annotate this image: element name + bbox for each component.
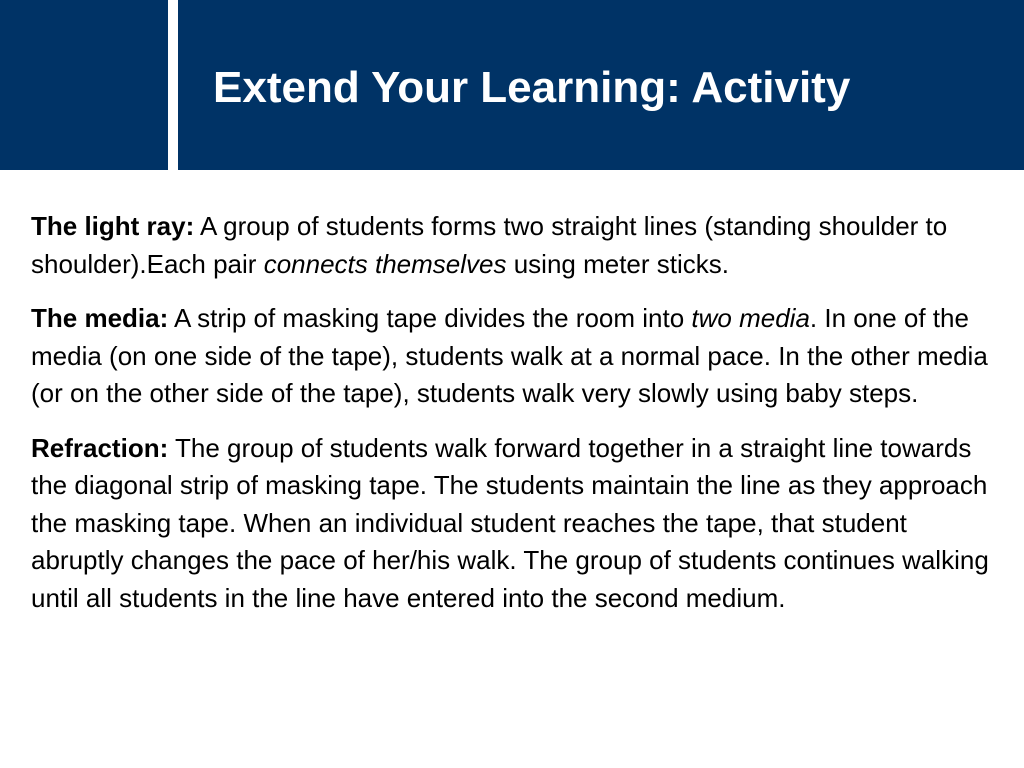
paragraph-label: The media:	[31, 303, 169, 333]
paragraph-label: The light ray:	[31, 211, 195, 241]
paragraph-text: using meter sticks.	[506, 248, 729, 279]
title-banner	[0, 0, 1024, 170]
slide-title: Extend Your Learning: Activity	[213, 63, 851, 112]
banner-divider	[168, 0, 178, 170]
paragraph-label: Refraction:	[31, 432, 169, 463]
paragraph-text: A group of students forms two straight lines (standing shoulder to shoulder).Each pair	[31, 211, 948, 279]
paragraph-emphasis: two media	[691, 303, 810, 333]
paragraph-emphasis: connects themselves	[263, 248, 507, 279]
paragraph-text: A strip of masking tape divides the room into	[168, 303, 692, 333]
paragraph-refraction	[31, 430, 1006, 618]
slide-body	[31, 208, 1006, 634]
paragraph-text: The group of students walk forward together in a straight line towards the diagonal strip of masking tape. The students maintain the line as they approach the masking tape. When an individual student reaches the tape, that student abruptly changes the pace of her/his walk. The group of students continues walking until all students in the line have entered into the second medium.	[31, 432, 989, 613]
paragraph-text: . In one of the media (on one side of the tape), students walk at a normal pace. In the other media (or on the other side of the tape), students walk very slowly using baby steps.	[31, 303, 988, 408]
paragraph-media	[31, 300, 1006, 413]
paragraph-light-ray	[31, 208, 1006, 283]
